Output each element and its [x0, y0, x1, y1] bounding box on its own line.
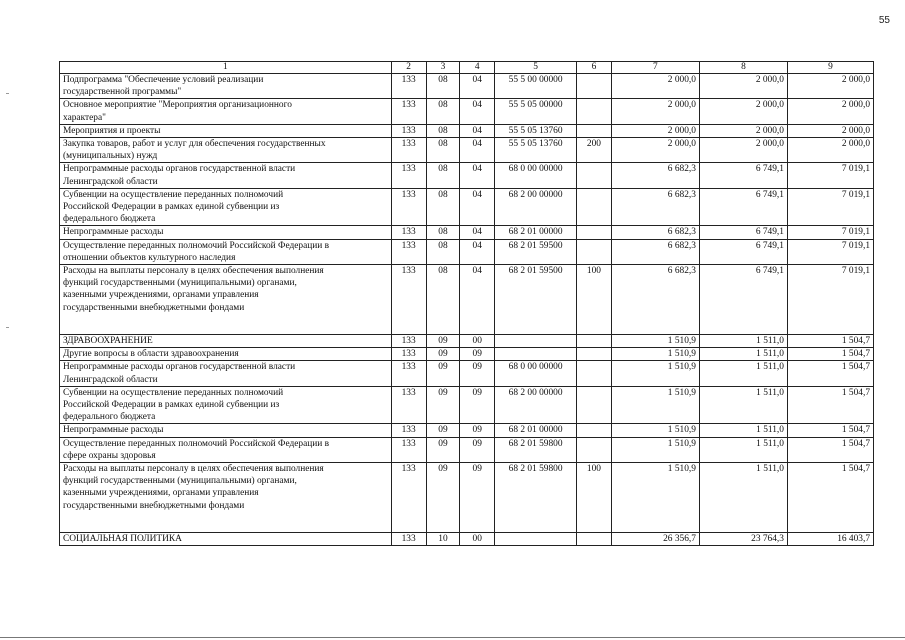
row-amount-col8: 2 000,0	[699, 99, 787, 124]
row-amount-col7: 1 510,9	[611, 437, 699, 462]
row-admin-code: 133	[391, 163, 426, 188]
row-amount-col8: 6 749,1	[699, 239, 787, 264]
row-admin-code: 133	[391, 335, 426, 348]
row-name: СОЦИАЛЬНАЯ ПОЛИТИКА	[60, 533, 392, 546]
row-admin-code: 133	[391, 124, 426, 137]
row-subsection: 04	[460, 239, 495, 264]
row-section: 09	[426, 361, 460, 386]
row-admin-code: 133	[391, 424, 426, 437]
header-col-9: 9	[787, 62, 873, 74]
row-amount-col9: 7 019,1	[787, 188, 873, 226]
row-amount-col7: 1 510,9	[611, 386, 699, 424]
row-section: 09	[426, 335, 460, 348]
budget-table	[59, 61, 874, 546]
row-name: Непрограммные расходы	[60, 424, 392, 437]
header-col-1: 1	[60, 62, 392, 74]
row-section: 08	[426, 226, 460, 239]
row-name: Непрограммные расходы органов государственной власти Ленинградской области	[60, 163, 392, 188]
row-amount-col8: 2 000,0	[699, 138, 787, 163]
row-expense-type	[577, 124, 612, 137]
row-amount-col9: 1 504,7	[787, 335, 873, 348]
row-subsection: 09	[460, 348, 495, 361]
row-target-article: 55 5 00 00000	[495, 74, 577, 99]
row-amount-col7: 6 682,3	[611, 163, 699, 188]
row-name: Осуществление переданных полномочий Российской Федерации в сфере охраны здоровья	[60, 437, 392, 462]
row-amount-col8: 1 511,0	[699, 348, 787, 361]
table-row	[60, 188, 874, 226]
row-subsection: 04	[460, 226, 495, 239]
row-admin-code: 133	[391, 99, 426, 124]
row-amount-col9: 2 000,0	[787, 124, 873, 137]
header-col-5: 5	[495, 62, 577, 74]
row-subsection: 00	[460, 335, 495, 348]
table-header	[60, 62, 874, 74]
row-amount-col8: 1 511,0	[699, 424, 787, 437]
row-amount-col7: 1 510,9	[611, 361, 699, 386]
row-section: 08	[426, 239, 460, 264]
row-amount-col9: 7 019,1	[787, 226, 873, 239]
row-section: 09	[426, 463, 460, 533]
row-subsection: 04	[460, 163, 495, 188]
row-subsection: 04	[460, 74, 495, 99]
row-name: Мероприятия и проекты	[60, 124, 392, 137]
row-subsection: 00	[460, 533, 495, 546]
margin-mark	[6, 93, 9, 94]
table-row	[60, 348, 874, 361]
header-col-7: 7	[611, 62, 699, 74]
row-expense-type	[577, 74, 612, 99]
row-expense-type	[577, 424, 612, 437]
row-amount-col8: 2 000,0	[699, 124, 787, 137]
row-admin-code: 133	[391, 386, 426, 424]
row-expense-type: 100	[577, 463, 612, 533]
row-amount-col7: 1 510,9	[611, 463, 699, 533]
row-amount-col9: 7 019,1	[787, 265, 873, 335]
row-expense-type	[577, 361, 612, 386]
row-name: Субвенции на осуществление переданных полномочий Российской Федерации в рамках единой субвенции из федерального бюджета	[60, 188, 392, 226]
row-admin-code: 133	[391, 188, 426, 226]
header-row	[60, 62, 874, 74]
table-row	[60, 138, 874, 163]
row-amount-col8: 23 764,3	[699, 533, 787, 546]
row-name: Подпрограмма "Обеспечение условий реализации государственной программы"	[60, 74, 392, 99]
row-amount-col7: 6 682,3	[611, 239, 699, 264]
row-target-article: 68 2 01 00000	[495, 226, 577, 239]
row-amount-col7: 26 356,7	[611, 533, 699, 546]
row-name: ЗДРАВООХРАНЕНИЕ	[60, 335, 392, 348]
row-amount-col9: 1 504,7	[787, 424, 873, 437]
row-section: 09	[426, 424, 460, 437]
row-expense-type	[577, 348, 612, 361]
row-name: Осуществление переданных полномочий Российской Федерации в отношении объектов культурного наследия	[60, 239, 392, 264]
row-target-article: 68 2 00 00000	[495, 188, 577, 226]
row-amount-col7: 6 682,3	[611, 188, 699, 226]
row-section: 10	[426, 533, 460, 546]
row-target-article: 55 5 05 00000	[495, 99, 577, 124]
header-col-3: 3	[426, 62, 460, 74]
row-admin-code: 133	[391, 437, 426, 462]
table-row	[60, 226, 874, 239]
row-expense-type	[577, 239, 612, 264]
row-amount-col9: 1 504,7	[787, 437, 873, 462]
row-target-article: 68 2 01 59500	[495, 239, 577, 264]
row-expense-type	[577, 533, 612, 546]
row-amount-col8: 6 749,1	[699, 163, 787, 188]
row-name: Субвенции на осуществление переданных полномочий Российской Федерации в рамках единой субвенции из федерального бюджета	[60, 386, 392, 424]
row-target-article: 68 2 01 59800	[495, 437, 577, 462]
row-admin-code: 133	[391, 265, 426, 335]
row-amount-col7: 2 000,0	[611, 74, 699, 99]
row-expense-type	[577, 437, 612, 462]
row-expense-type: 100	[577, 265, 612, 335]
row-expense-type	[577, 386, 612, 424]
table-row	[60, 124, 874, 137]
row-section: 08	[426, 163, 460, 188]
row-admin-code: 133	[391, 348, 426, 361]
table-row	[60, 163, 874, 188]
row-expense-type	[577, 188, 612, 226]
row-subsection: 09	[460, 424, 495, 437]
row-amount-col7: 2 000,0	[611, 124, 699, 137]
row-amount-col9: 1 504,7	[787, 386, 873, 424]
row-subsection: 09	[460, 463, 495, 533]
row-subsection: 04	[460, 188, 495, 226]
row-section: 08	[426, 265, 460, 335]
header-col-8: 8	[699, 62, 787, 74]
row-amount-col8: 6 749,1	[699, 188, 787, 226]
row-section: 09	[426, 386, 460, 424]
row-target-article	[495, 348, 577, 361]
table-row	[60, 74, 874, 99]
row-amount-col9: 7 019,1	[787, 239, 873, 264]
table-body	[60, 74, 874, 546]
row-amount-col7: 1 510,9	[611, 335, 699, 348]
row-amount-col7: 1 510,9	[611, 348, 699, 361]
table-row	[60, 463, 874, 533]
page-number: 55	[878, 15, 890, 26]
row-amount-col8: 1 511,0	[699, 463, 787, 533]
row-name: Расходы на выплаты персоналу в целях обеспечения выполнения функций государственными (муниципальными) органами, казенными учреждениями, органами управления государственными внебюджетными фондами	[60, 463, 392, 533]
row-target-article: 68 2 01 59500	[495, 265, 577, 335]
row-subsection: 04	[460, 138, 495, 163]
row-amount-col9: 2 000,0	[787, 99, 873, 124]
row-amount-col8: 6 749,1	[699, 226, 787, 239]
row-amount-col8: 1 511,0	[699, 361, 787, 386]
row-amount-col7: 1 510,9	[611, 424, 699, 437]
table-row	[60, 265, 874, 335]
row-amount-col7: 2 000,0	[611, 138, 699, 163]
row-amount-col9: 1 504,7	[787, 463, 873, 533]
row-section: 08	[426, 74, 460, 99]
row-expense-type	[577, 99, 612, 124]
row-amount-col8: 2 000,0	[699, 74, 787, 99]
row-name: Непрограммные расходы	[60, 226, 392, 239]
row-amount-col8: 1 511,0	[699, 386, 787, 424]
header-col-6: 6	[577, 62, 612, 74]
row-section: 08	[426, 99, 460, 124]
row-target-article: 68 2 01 59800	[495, 463, 577, 533]
row-admin-code: 133	[391, 463, 426, 533]
row-target-article: 55 5 05 13760	[495, 124, 577, 137]
header-col-2: 2	[391, 62, 426, 74]
table-row	[60, 386, 874, 424]
row-name: Непрограммные расходы органов государственной власти Ленинградской области	[60, 361, 392, 386]
row-subsection: 09	[460, 386, 495, 424]
table-row	[60, 335, 874, 348]
row-subsection: 04	[460, 99, 495, 124]
row-amount-col8: 6 749,1	[699, 265, 787, 335]
row-amount-col9: 7 019,1	[787, 163, 873, 188]
row-target-article: 68 2 01 00000	[495, 424, 577, 437]
row-admin-code: 133	[391, 226, 426, 239]
table-row	[60, 424, 874, 437]
row-amount-col9: 1 504,7	[787, 348, 873, 361]
table-row	[60, 437, 874, 462]
row-subsection: 09	[460, 437, 495, 462]
row-subsection: 04	[460, 265, 495, 335]
row-name: Расходы на выплаты персоналу в целях обеспечения выполнения функций государственными (муниципальными) органами, казенными учреждениями, органами управления государственными внебюджетными фондами	[60, 265, 392, 335]
row-amount-col7: 6 682,3	[611, 226, 699, 239]
row-admin-code: 133	[391, 361, 426, 386]
row-expense-type	[577, 226, 612, 239]
margin-mark	[6, 327, 9, 328]
row-name: Основное мероприятие "Мероприятия организационного характера"	[60, 99, 392, 124]
row-target-article: 68 2 00 00000	[495, 386, 577, 424]
row-section: 09	[426, 437, 460, 462]
row-admin-code: 133	[391, 74, 426, 99]
row-target-article	[495, 335, 577, 348]
row-amount-col8: 1 511,0	[699, 437, 787, 462]
row-target-article: 68 0 00 00000	[495, 361, 577, 386]
row-name: Другие вопросы в области здравоохранения	[60, 348, 392, 361]
row-expense-type	[577, 163, 612, 188]
scan-edge-line	[0, 637, 905, 638]
row-amount-col9: 16 403,7	[787, 533, 873, 546]
row-amount-col8: 1 511,0	[699, 335, 787, 348]
row-expense-type	[577, 335, 612, 348]
row-subsection: 09	[460, 361, 495, 386]
row-admin-code: 133	[391, 533, 426, 546]
table-row	[60, 533, 874, 546]
row-subsection: 04	[460, 124, 495, 137]
table-row	[60, 99, 874, 124]
row-amount-col9: 1 504,7	[787, 361, 873, 386]
row-amount-col9: 2 000,0	[787, 74, 873, 99]
table-row	[60, 361, 874, 386]
row-target-article	[495, 533, 577, 546]
row-target-article: 68 0 00 00000	[495, 163, 577, 188]
row-amount-col7: 6 682,3	[611, 265, 699, 335]
row-expense-type: 200	[577, 138, 612, 163]
table-row	[60, 239, 874, 264]
row-section: 08	[426, 124, 460, 137]
row-amount-col7: 2 000,0	[611, 99, 699, 124]
row-section: 08	[426, 138, 460, 163]
row-admin-code: 133	[391, 138, 426, 163]
row-admin-code: 133	[391, 239, 426, 264]
row-amount-col9: 2 000,0	[787, 138, 873, 163]
row-section: 08	[426, 188, 460, 226]
row-target-article: 55 5 05 13760	[495, 138, 577, 163]
header-col-4: 4	[460, 62, 495, 74]
row-section: 09	[426, 348, 460, 361]
row-name: Закупка товаров, работ и услуг для обеспечения государственных (муниципальных) нужд	[60, 138, 392, 163]
